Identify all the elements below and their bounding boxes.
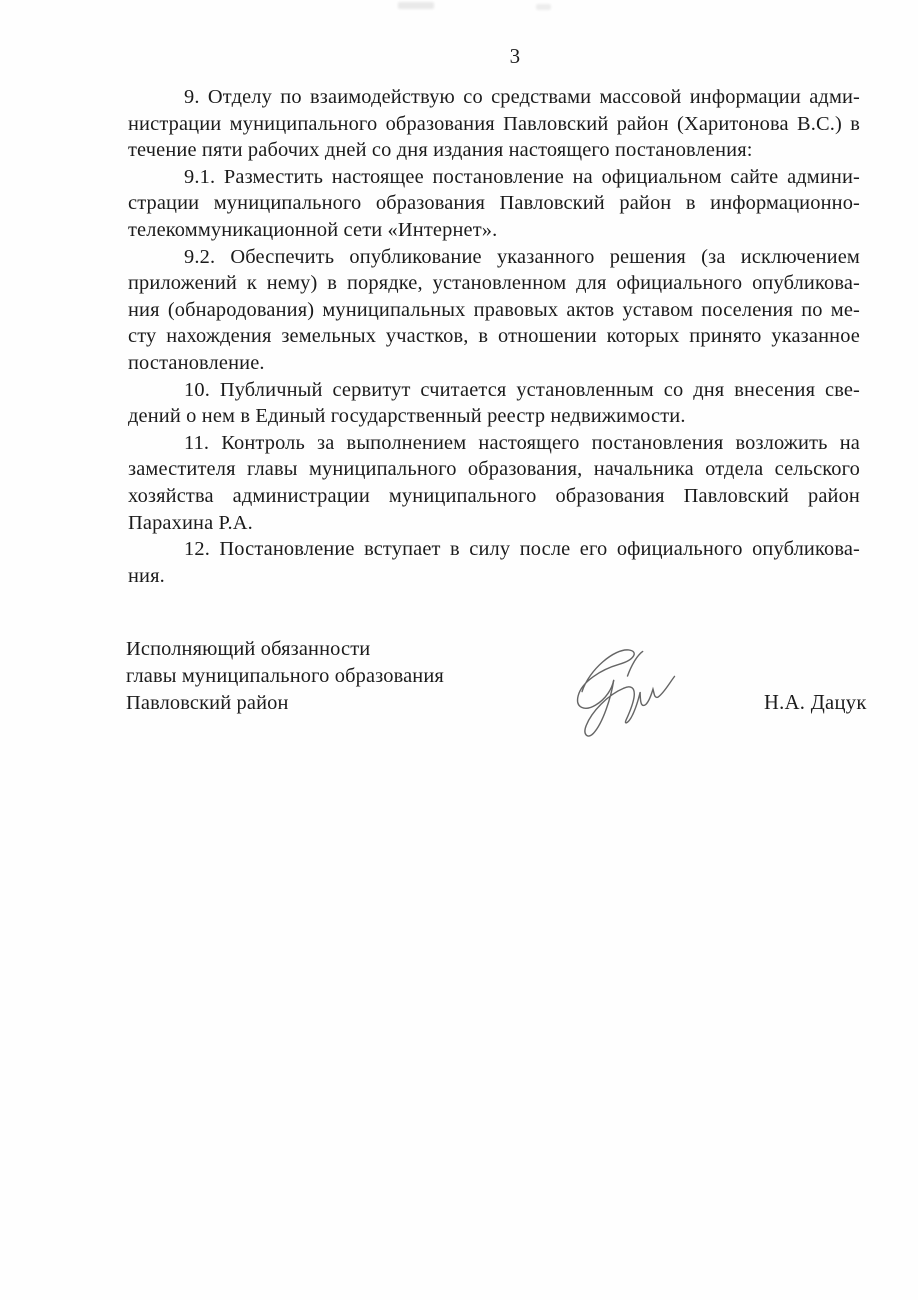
paragraph-12 bbox=[128, 536, 860, 589]
paragraph-line: Парахина Р.А. bbox=[128, 511, 253, 534]
paragraph-line: заместителя главы муниципального образования, начальника отдела сельского bbox=[128, 458, 860, 481]
paragraph-line: сту нахождения земельных участков, в отношении которых принято указанное bbox=[128, 325, 860, 348]
scan-artifact bbox=[398, 2, 434, 9]
paragraph-line: 10. Публичный сервитут считается установленным со дня внесения све- bbox=[184, 378, 860, 401]
paragraph-line: ния (обнародования) муниципальных правовых актов уставом поселения по ме- bbox=[128, 298, 860, 321]
paragraph-line: хозяйства администрации муниципального образования Павловский район bbox=[128, 484, 860, 507]
paragraph-line: нистрации муниципального образования Павловский район (Харитонова В.С.) в bbox=[128, 112, 860, 135]
paragraph-line: телекоммуникационной сети «Интернет». bbox=[128, 218, 498, 241]
paragraph-line: 12. Постановление вступает в силу после его официального опубликова- bbox=[184, 538, 860, 561]
paragraph-line: ния. bbox=[128, 564, 165, 587]
paragraph-line: 9.2. Обеспечить опубликование указанного решения (за исключением bbox=[184, 245, 860, 268]
signer-name: Н.А. Дацук bbox=[764, 692, 867, 714]
paragraph-9-2 bbox=[128, 244, 860, 377]
document-body bbox=[128, 84, 860, 589]
paragraph-line: 9.1. Разместить настоящее постановление на официальном сайте админи- bbox=[184, 165, 860, 188]
paragraph-11 bbox=[128, 430, 860, 536]
paragraph-line: 9. Отделу по взаимодействую со средствами массовой информации адми- bbox=[184, 86, 860, 108]
paragraph-9 bbox=[128, 84, 860, 164]
paragraph-line: постановление. bbox=[128, 351, 265, 374]
paragraph-line: 11. Контроль за выполнением настоящего постановления возложить на bbox=[184, 431, 860, 454]
paragraph-line: течение пяти рабочих дней со дня издания настоящего постановления: bbox=[128, 139, 753, 162]
signature-title-line: главы муниципального образования bbox=[126, 665, 444, 687]
paragraph-9-1 bbox=[128, 164, 860, 244]
signature-title-line: Павловский район bbox=[126, 692, 289, 714]
handwritten-signature-icon bbox=[566, 636, 690, 744]
page-number: 3 bbox=[509, 44, 521, 68]
signature-title bbox=[126, 636, 546, 717]
paragraph-line: дений о нем в Единый государственный реестр недвижимости. bbox=[128, 405, 686, 428]
paragraph-10 bbox=[128, 377, 860, 430]
signature-title-line: Исполняющий обязанности bbox=[126, 638, 371, 660]
scan-artifact bbox=[536, 4, 551, 10]
paragraph-line: страции муниципального образования Павловский район в информационно- bbox=[128, 192, 860, 215]
paragraph-line: приложений к нему) в порядке, установленном для официального опубликова- bbox=[128, 272, 860, 295]
